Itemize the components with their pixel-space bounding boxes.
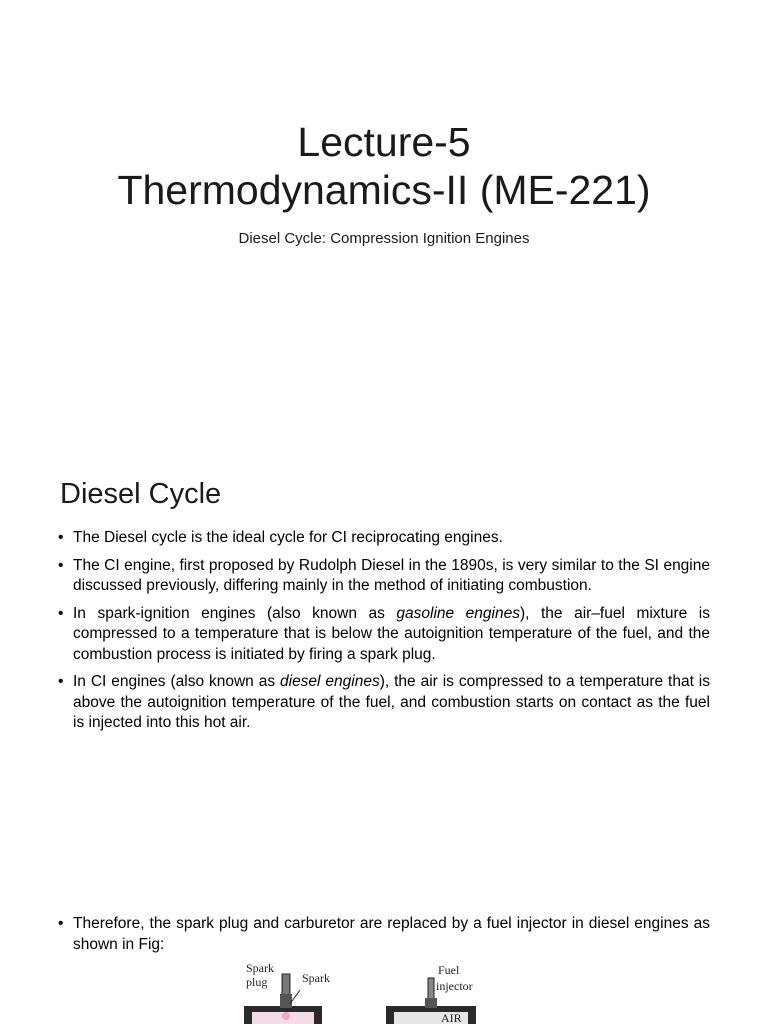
title-line-2: Thermodynamics-II (ME-221) (117, 167, 651, 213)
bullet-list (58, 528, 710, 741)
bullet-icon: • (58, 915, 64, 932)
engine-diagram (240, 960, 500, 1024)
title-line-1: Lecture-5 (297, 119, 471, 165)
label-air: AIR (441, 1011, 462, 1024)
slide-title (0, 118, 768, 214)
bullet-icon: • (58, 604, 64, 622)
bullet-item: • In spark-ignition engines (also known as gasoline engines), the air–fuel mixture is compressed to a temperature that is below the autoignition temperature of the fuel, and the combustion process is initiated by firing a spark plug. (58, 604, 710, 663)
content-slide (0, 440, 768, 1024)
bullet-icon: • (58, 529, 64, 546)
bullet-icon: • (58, 556, 64, 574)
bullet-list-2 (58, 914, 710, 962)
bullet-item: • Therefore, the spark plug and carburetor are replaced by a fuel injector in diesel engines as shown in Fig: (58, 915, 710, 953)
title-slide (0, 0, 768, 440)
label-spark: Spark (302, 971, 330, 985)
slide-subtitle: Diesel Cycle: Compression Ignition Engines (238, 230, 530, 247)
bullet-item: • The Diesel cycle is the ideal cycle for CI reciprocating engines. (58, 528, 710, 549)
bullet-item: • In CI engines (also known as diesel engines), the air is compressed to a temperature that is above the autoignition temperature of the fuel, and combustion starts on contact as the fuel is injected into this hot air. (58, 673, 710, 731)
label-spark-plug-2: plug (246, 975, 268, 989)
emphasis-term: gasoline engines (396, 604, 520, 622)
label-fuel: Fuel (438, 963, 460, 977)
emphasis-term: diesel engines (280, 673, 380, 690)
label-injector: injector (436, 979, 473, 993)
bullet-item: • The CI engine, first proposed by Rudolph Diesel in the 1890s, is very similar to the SI engine discussed previously, differing mainly in the method of initiating combustion. (58, 556, 710, 594)
bullet-icon: • (58, 673, 64, 690)
label-spark-plug: Spark (246, 961, 274, 975)
engine-figure (240, 960, 500, 1024)
slide-heading: Diesel Cycle (60, 478, 222, 510)
